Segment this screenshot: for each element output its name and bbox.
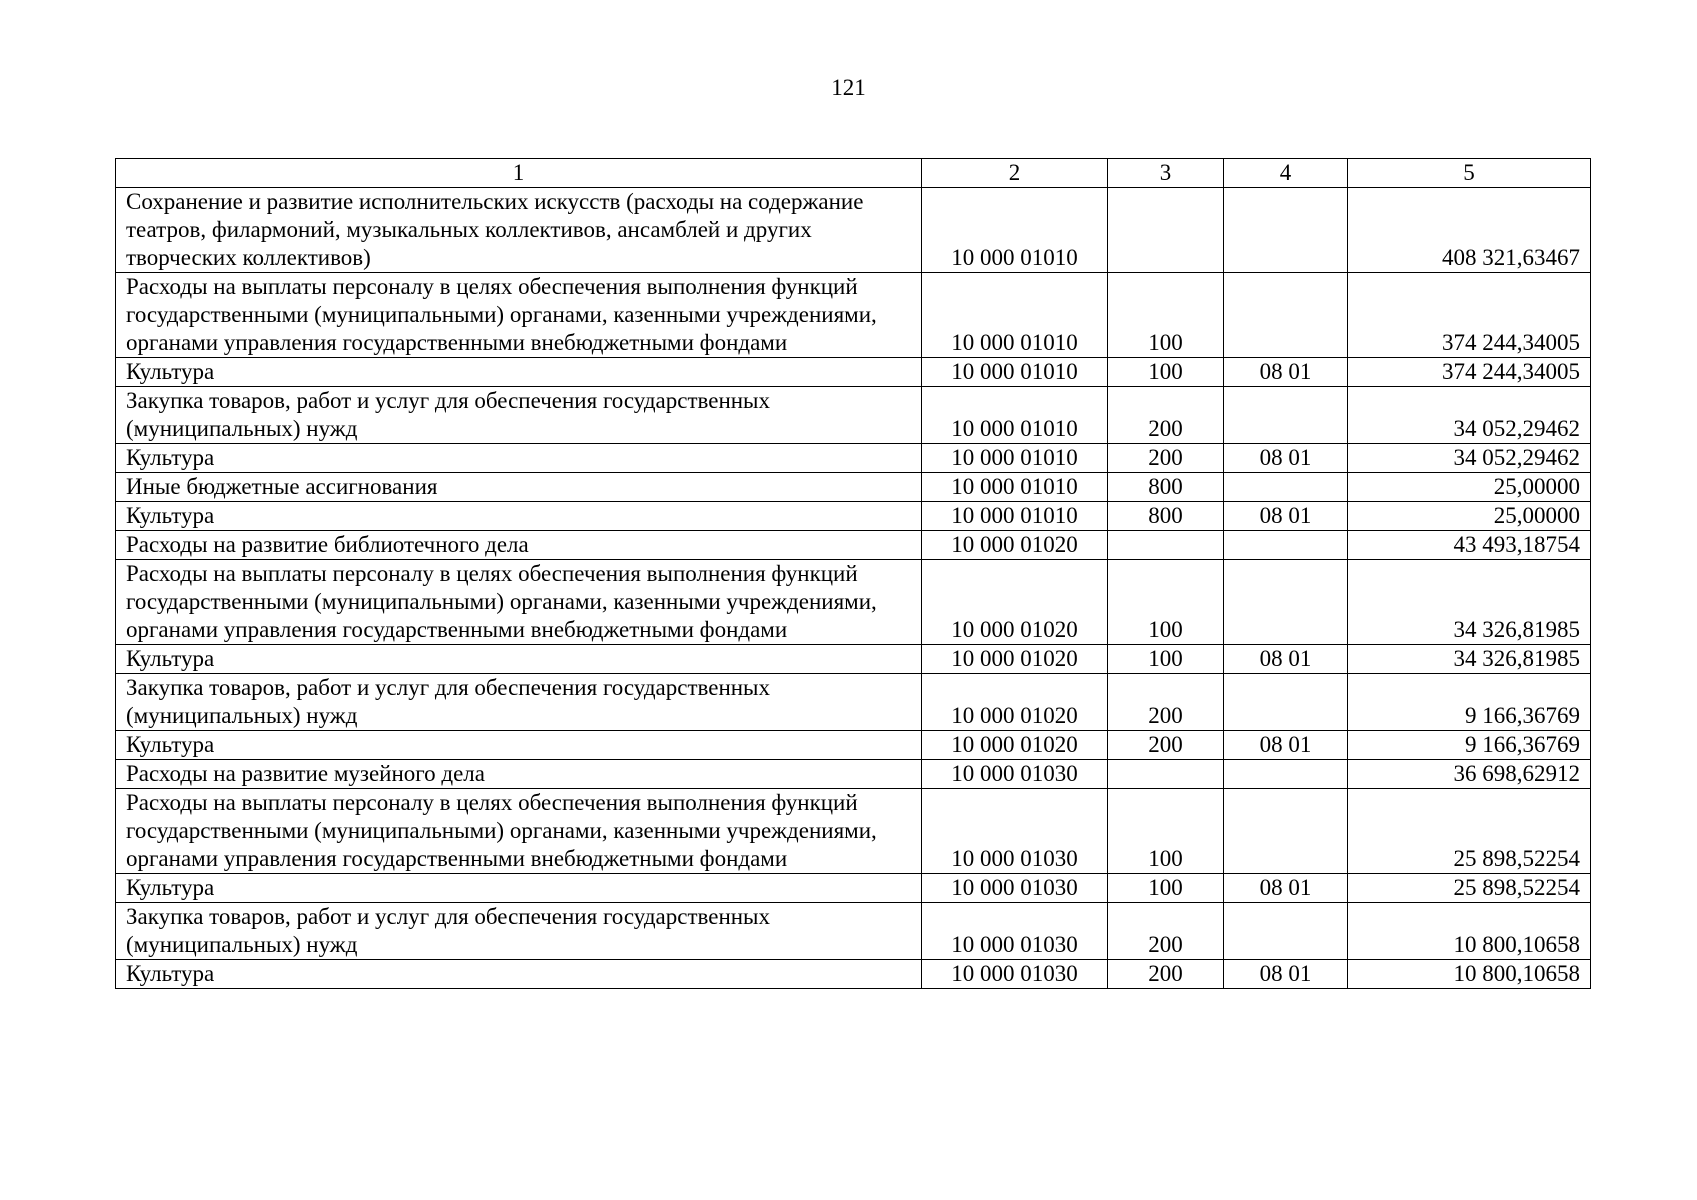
header-col-2: 2 bbox=[922, 159, 1108, 188]
table-row bbox=[116, 444, 1591, 473]
row-amount-cell: 25,00000 bbox=[1348, 473, 1591, 502]
table-row bbox=[116, 645, 1591, 674]
row-amount-cell: 36 698,62912 bbox=[1348, 760, 1591, 789]
table-row bbox=[116, 473, 1591, 502]
row-code-cell: 10 000 01020 bbox=[922, 731, 1108, 760]
row-section-cell: 08 01 bbox=[1224, 645, 1348, 674]
table-row bbox=[116, 874, 1591, 903]
table-row bbox=[116, 188, 1591, 273]
row-type-cell: 100 bbox=[1108, 358, 1224, 387]
row-name-cell: Культура bbox=[116, 645, 922, 674]
row-type-cell: 200 bbox=[1108, 387, 1224, 444]
row-code-cell: 10 000 01010 bbox=[922, 358, 1108, 387]
row-amount-cell: 9 166,36769 bbox=[1348, 731, 1591, 760]
row-section-cell: 08 01 bbox=[1224, 960, 1348, 989]
table-row bbox=[116, 387, 1591, 444]
row-type-cell: 100 bbox=[1108, 560, 1224, 645]
row-name-cell: Расходы на развитие музейного дела bbox=[116, 760, 922, 789]
row-type-cell: 200 bbox=[1108, 674, 1224, 731]
row-section-cell bbox=[1224, 531, 1348, 560]
row-amount-cell: 25 898,52254 bbox=[1348, 874, 1591, 903]
row-code-cell: 10 000 01030 bbox=[922, 903, 1108, 960]
row-code-cell: 10 000 01020 bbox=[922, 674, 1108, 731]
row-name-cell: Культура bbox=[116, 444, 922, 473]
row-type-cell: 800 bbox=[1108, 502, 1224, 531]
row-section-cell bbox=[1224, 387, 1348, 444]
row-type-cell: 100 bbox=[1108, 273, 1224, 358]
row-type-cell: 200 bbox=[1108, 731, 1224, 760]
row-amount-cell: 25 898,52254 bbox=[1348, 789, 1591, 874]
row-type-cell: 200 bbox=[1108, 960, 1224, 989]
row-name-cell: Иные бюджетные ассигнования bbox=[116, 473, 922, 502]
row-section-cell bbox=[1224, 188, 1348, 273]
page-number: 121 bbox=[831, 75, 866, 100]
row-type-cell: 100 bbox=[1108, 874, 1224, 903]
row-section-cell bbox=[1224, 674, 1348, 731]
row-name-cell: Культура bbox=[116, 731, 922, 760]
row-name-cell: Культура bbox=[116, 358, 922, 387]
row-type-cell: 200 bbox=[1108, 444, 1224, 473]
row-section-cell: 08 01 bbox=[1224, 502, 1348, 531]
row-amount-cell: 34 326,81985 bbox=[1348, 560, 1591, 645]
row-amount-cell: 34 052,29462 bbox=[1348, 444, 1591, 473]
row-section-cell bbox=[1224, 560, 1348, 645]
header-col-3: 3 bbox=[1108, 159, 1224, 188]
table-row bbox=[116, 273, 1591, 358]
row-amount-cell: 10 800,10658 bbox=[1348, 903, 1591, 960]
row-code-cell: 10 000 01010 bbox=[922, 273, 1108, 358]
header-col-4: 4 bbox=[1224, 159, 1348, 188]
row-name-cell: Сохранение и развитие исполнительских искусств (расходы на содержание театров, филармоний, музыкальных коллективов, ансамблей и других творческих коллективов) bbox=[116, 188, 922, 273]
row-code-cell: 10 000 01030 bbox=[922, 760, 1108, 789]
row-code-cell: 10 000 01030 bbox=[922, 789, 1108, 874]
row-amount-cell: 43 493,18754 bbox=[1348, 531, 1591, 560]
row-name-cell: Расходы на выплаты персоналу в целях обеспечения выполнения функций государственными (муниципальными) органами, казенными учреждениями, органами управления государственными внебюджетными фондами bbox=[116, 789, 922, 874]
table-row bbox=[116, 731, 1591, 760]
table-row bbox=[116, 502, 1591, 531]
row-amount-cell: 374 244,34005 bbox=[1348, 358, 1591, 387]
row-section-cell: 08 01 bbox=[1224, 358, 1348, 387]
row-code-cell: 10 000 01010 bbox=[922, 188, 1108, 273]
row-code-cell: 10 000 01010 bbox=[922, 444, 1108, 473]
row-amount-cell: 25,00000 bbox=[1348, 502, 1591, 531]
row-name-cell: Закупка товаров, работ и услуг для обеспечения государственных (муниципальных) нужд bbox=[116, 387, 922, 444]
row-section-cell: 08 01 bbox=[1224, 731, 1348, 760]
row-section-cell bbox=[1224, 903, 1348, 960]
table-row bbox=[116, 960, 1591, 989]
row-code-cell: 10 000 01030 bbox=[922, 874, 1108, 903]
row-name-cell: Закупка товаров, работ и услуг для обеспечения государственных (муниципальных) нужд bbox=[116, 674, 922, 731]
table-row bbox=[116, 903, 1591, 960]
row-amount-cell: 10 800,10658 bbox=[1348, 960, 1591, 989]
row-type-cell: 200 bbox=[1108, 903, 1224, 960]
row-type-cell bbox=[1108, 188, 1224, 273]
header-col-5: 5 bbox=[1348, 159, 1591, 188]
table-header-row bbox=[116, 159, 1591, 188]
row-type-cell: 100 bbox=[1108, 645, 1224, 674]
row-code-cell: 10 000 01020 bbox=[922, 531, 1108, 560]
table-body bbox=[116, 159, 1591, 989]
row-type-cell: 800 bbox=[1108, 473, 1224, 502]
row-amount-cell: 9 166,36769 bbox=[1348, 674, 1591, 731]
header-col-1: 1 bbox=[116, 159, 922, 188]
row-code-cell: 10 000 01030 bbox=[922, 960, 1108, 989]
row-name-cell: Расходы на выплаты персоналу в целях обеспечения выполнения функций государственными (муниципальными) органами, казенными учреждениями, органами управления государственными внебюджетными фондами bbox=[116, 273, 922, 358]
row-code-cell: 10 000 01010 bbox=[922, 387, 1108, 444]
row-type-cell bbox=[1108, 531, 1224, 560]
row-amount-cell: 408 321,63467 bbox=[1348, 188, 1591, 273]
row-code-cell: 10 000 01010 bbox=[922, 502, 1108, 531]
row-name-cell: Расходы на выплаты персоналу в целях обеспечения выполнения функций государственными (муниципальными) органами, казенными учреждениями, органами управления государственными внебюджетными фондами bbox=[116, 560, 922, 645]
row-name-cell: Культура bbox=[116, 502, 922, 531]
row-amount-cell: 34 326,81985 bbox=[1348, 645, 1591, 674]
row-code-cell: 10 000 01020 bbox=[922, 645, 1108, 674]
row-section-cell bbox=[1224, 473, 1348, 502]
row-section-cell bbox=[1224, 273, 1348, 358]
table-row bbox=[116, 760, 1591, 789]
budget-table bbox=[115, 158, 1591, 989]
row-code-cell: 10 000 01020 bbox=[922, 560, 1108, 645]
row-section-cell bbox=[1224, 760, 1348, 789]
table-row bbox=[116, 789, 1591, 874]
row-type-cell: 100 bbox=[1108, 789, 1224, 874]
row-section-cell: 08 01 bbox=[1224, 444, 1348, 473]
row-name-cell: Культура bbox=[116, 960, 922, 989]
row-code-cell: 10 000 01010 bbox=[922, 473, 1108, 502]
row-amount-cell: 34 052,29462 bbox=[1348, 387, 1591, 444]
row-name-cell: Культура bbox=[116, 874, 922, 903]
table-row bbox=[116, 531, 1591, 560]
table-row bbox=[116, 358, 1591, 387]
row-section-cell: 08 01 bbox=[1224, 874, 1348, 903]
table-row bbox=[116, 674, 1591, 731]
row-name-cell: Расходы на развитие библиотечного дела bbox=[116, 531, 922, 560]
row-type-cell bbox=[1108, 760, 1224, 789]
row-amount-cell: 374 244,34005 bbox=[1348, 273, 1591, 358]
table-row bbox=[116, 560, 1591, 645]
row-name-cell: Закупка товаров, работ и услуг для обеспечения государственных (муниципальных) нужд bbox=[116, 903, 922, 960]
row-section-cell bbox=[1224, 789, 1348, 874]
